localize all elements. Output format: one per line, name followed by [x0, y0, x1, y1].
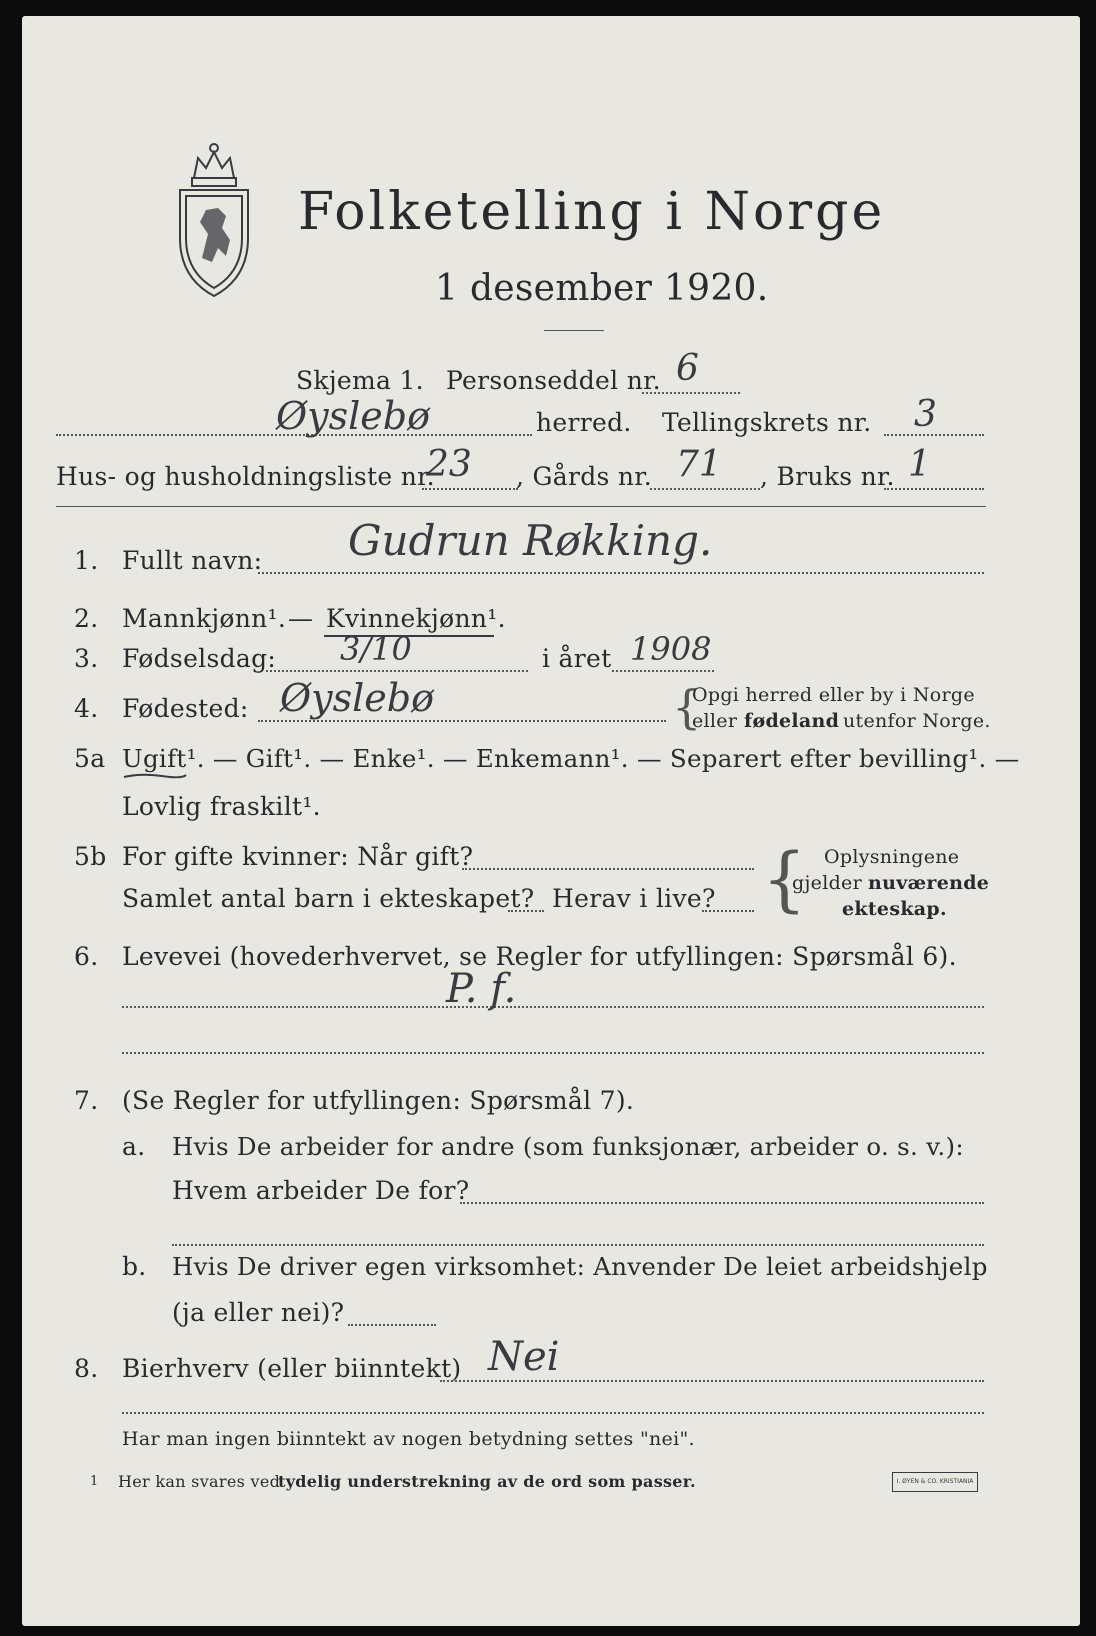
footnote-marker: 1 — [90, 1474, 99, 1489]
q5b-note-a: gjelder — [792, 872, 862, 894]
gards-value: 71 — [676, 444, 722, 485]
q4-note-c: utenfor Norge. — [843, 710, 991, 732]
q3-year-value: 1908 — [630, 630, 712, 668]
q1-number: 1. — [74, 546, 99, 575]
bottom-divider — [122, 1412, 984, 1414]
q2-male: Mannkjønn¹. — [122, 604, 287, 633]
q8-value: Nei — [488, 1334, 560, 1380]
herred-label: herred. — [536, 408, 632, 437]
q7b-line2: (ja eller nei)? — [172, 1298, 345, 1327]
tellingskrets-label: Tellingskrets nr. — [662, 408, 872, 437]
q5b-note-b: nuværende — [868, 872, 990, 894]
q4-note-b: fødeland — [744, 710, 840, 732]
hus-label: Hus- og husholdningsliste nr. — [56, 462, 435, 491]
census-form — [22, 16, 1080, 1626]
gards-line — [650, 488, 760, 490]
q7a-answer-line — [460, 1202, 984, 1204]
q1-label: Fullt navn: — [122, 546, 263, 575]
printer-stamp — [892, 1472, 978, 1492]
gards-label: , Gårds nr. — [516, 462, 653, 491]
q6-line1 — [122, 1006, 984, 1008]
personseddel-line — [642, 392, 740, 394]
q7a-letter: a. — [122, 1132, 146, 1161]
q5b-brace: { — [762, 838, 807, 920]
q8-number: 8. — [74, 1354, 99, 1383]
norway-coat-of-arms — [172, 138, 256, 298]
q4-note-a: eller — [692, 710, 738, 732]
q2-number: 2. — [74, 604, 99, 633]
q4-brace: { — [672, 680, 702, 734]
q7a-line2: Hvem arbeider De for? — [172, 1176, 470, 1205]
tellingskrets-value: 3 — [914, 394, 937, 435]
q6-label: Levevei (hovederhvervet, se Regler for utfyllingen: Spørsmål 6). — [122, 942, 957, 971]
q3-line — [266, 670, 528, 672]
q7-number: 7. — [74, 1086, 99, 1115]
q5b-children-line — [508, 910, 544, 912]
q3-year-line — [612, 670, 714, 672]
q7b-letter: b. — [122, 1252, 147, 1281]
q5a-options: Ugift¹. — Gift¹. — Enke¹. — Enkemann¹. — Separert efter bevilling¹. — — [122, 744, 1020, 773]
q6-line2 — [122, 1052, 984, 1054]
q5a-ugift-underline — [122, 772, 188, 780]
q2-female: Kvinnekjønn¹. — [326, 604, 506, 633]
q6-value: P. f. — [446, 966, 517, 1012]
title-rule — [544, 330, 604, 331]
q2-dash: — — [288, 604, 314, 633]
q5b-number: 5b — [74, 842, 107, 871]
q7b-line1: Hvis De driver egen virksomhet: Anvender De leiet arbeidshjelp — [172, 1252, 988, 1281]
q3-label: Fødselsdag: — [122, 644, 277, 673]
q8-label: Bierhverv (eller biinntekt) — [122, 1354, 462, 1383]
personseddel-value: 6 — [676, 348, 699, 389]
hus-value: 23 — [426, 444, 472, 485]
q5b-alive-line — [702, 910, 754, 912]
q1-line — [258, 572, 984, 574]
q7b-answer-line — [348, 1324, 436, 1326]
herred-value: Øyslebø — [276, 394, 430, 438]
personseddel-label: Personseddel nr. — [446, 366, 661, 395]
q3-number: 3. — [74, 644, 99, 673]
form-date: 1 desember 1920. — [435, 268, 769, 309]
bruks-value: 1 — [908, 444, 931, 485]
q5b-alive-label: Herav i live? — [552, 884, 716, 913]
q3-year-label: i året — [542, 644, 612, 673]
form-title: Folketelling i Norge — [298, 182, 886, 242]
q5a-fraskilt: Lovlig fraskilt¹. — [122, 792, 321, 821]
q4-label: Fødested: — [122, 694, 249, 723]
q5b-note-line3: ekteskap. — [842, 898, 947, 920]
q5b-children-label: Samlet antal barn i ekteskapet? — [122, 884, 535, 913]
q5b-married-label: For gifte kvinner: Når gift? — [122, 842, 474, 871]
hus-line — [422, 488, 518, 490]
printer-stamp-text: I. ØYEN & CO. KRISTIANIA — [896, 1478, 974, 1485]
footnote-text-a: Her kan svares ved — [118, 1472, 281, 1491]
skjema-label: Skjema 1. — [296, 366, 424, 395]
q6-number: 6. — [74, 942, 99, 971]
q5b-married-line — [462, 868, 754, 870]
q7-label: (Se Regler for utfyllingen: Spørsmål 7). — [122, 1086, 635, 1115]
q5b-note-line1: Oplysningene — [824, 846, 960, 868]
q8-line — [440, 1380, 984, 1382]
bruks-line — [884, 488, 984, 490]
q7a-extra-line — [172, 1244, 984, 1246]
q4-value: Øyslebø — [280, 676, 434, 720]
bottom-note: Har man ingen biinntekt av nogen betydning settes "nei". — [122, 1428, 695, 1450]
q4-note-line1: Opgi herred eller by i Norge — [692, 684, 975, 706]
q3-value: 3/10 — [340, 630, 412, 668]
q4-number: 4. — [74, 694, 99, 723]
q4-line — [258, 720, 666, 722]
q1-value: Gudrun Røkking. — [348, 516, 713, 565]
footnote-text-b: tydelig understrekning av de ord som passer. — [278, 1472, 696, 1491]
header-divider — [56, 506, 986, 507]
q7a-line1: Hvis De arbeider for andre (som funksjonær, arbeider o. s. v.): — [172, 1132, 964, 1161]
bruks-label: , Bruks nr. — [760, 462, 895, 491]
q5a-number: 5a — [74, 744, 106, 773]
